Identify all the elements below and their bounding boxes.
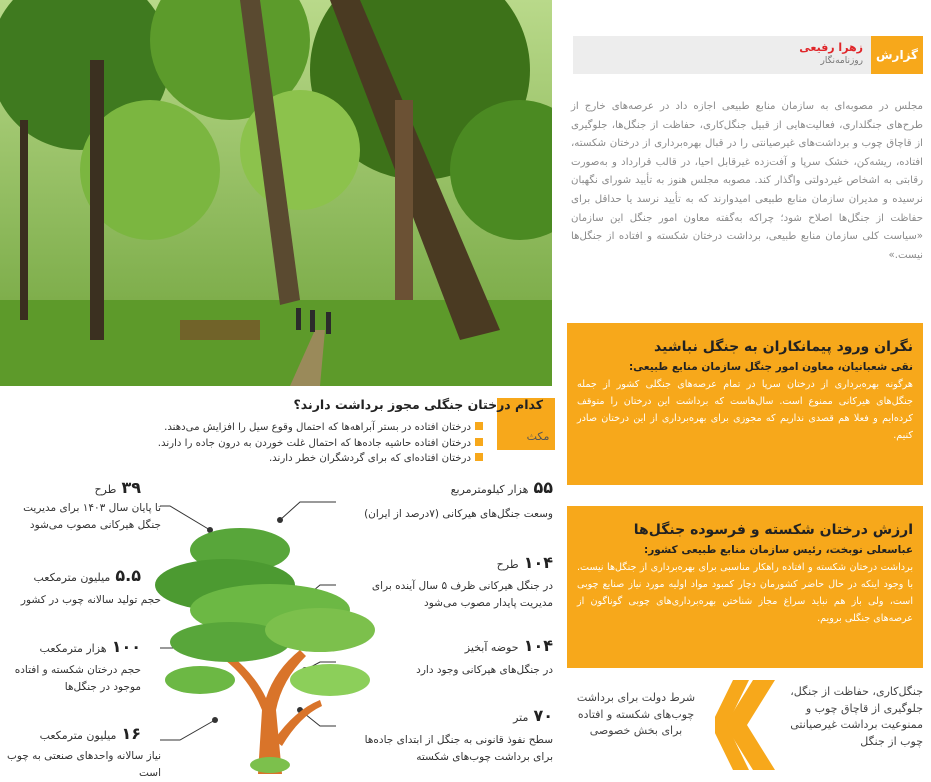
quote-box-1-title: نگران ورود پیمانکاران به جنگل نباشید	[654, 339, 913, 355]
stat-left-3-desc: حجم درختان شکسته و افتاده موجود در جنگل‌ها	[14, 664, 141, 693]
report-tag: گزارش	[871, 36, 923, 74]
quote-box-2-body: برداشت درختان شکسته و افتاده راهکار مناسبی برای بهره‌برداری از جنگل‌ها نیست. با وجود اینکه در حال حاضر کشورمان دچار کمبود مواد اولیه مورد نیاز صنایع چوبی است، ولی باز هم نباید سراغ مجاز شناختن بهره‌برداری‌های چوبی گوناگون از عرصه‌های جنگلی برویم.	[577, 562, 913, 624]
lead-paragraph: مجلس در مصوبه‌ای به سازمان منابع طبیعی اجازه داد در عرصه‌های خارج از طرح‌های جنگلداری، فعالیت‌هایی از قبیل جنگل‌کاری، حفاظت از جنگل‌ها، جلوگیری از قاچاق چوب و برداشت‌های غیرصیانتی را در قبال بهره‌برداری از درختان شکسته، افتاده، ریشه‌کن، خشک سرپا و آفت‌زده غیرقابل احیا، در قالب قرارداد و به‌صورت رقابتی به اشخاص غیردولتی واگذار کند. مصوبه مجلس هنوز به تأیید شورای نگهبان نرسیده و مدیران سازمان منابع طبیعی امیدوارند که به تأیید نرسد یا حداقل برای حفاظت از جنگل‌ها اصلاح شود؛ چراکه به‌گفته معاون امور جنگل این سازمان «سیاست کلی سازمان منابع طبیعی، برداشت درختان شکسته و افتاده از جنگل‌ها نیست.»	[571, 101, 923, 261]
question-title: کدام درختان جنگلی مجوز برداشت دارند؟	[293, 397, 543, 412]
stat-left-4: ۱۶ میلیون مترمکعب	[39, 724, 141, 743]
author-name: زهرا رفیعی	[799, 41, 863, 54]
list-item: درختان افتاده‌ای که برای گردشگران خطر دارند.	[143, 451, 483, 467]
byline	[573, 36, 871, 74]
author-role: روزنامه‌نگار	[820, 56, 863, 66]
quote-box-2-speaker: عباسعلی نوبخت، رئیس سازمان منابع طبیعی کشور:	[644, 544, 913, 556]
list-item: درختان افتاده حاشیه جاده‌ها که احتمال غلت خوردن به درون جاده را دارند.	[143, 436, 483, 452]
pause-tag: مکث	[526, 430, 550, 443]
stat-right-4-desc: سطح نفوذ قانونی به جنگل از ابتدای جاده‌ها برای برداشت چوب‌های شکسته	[364, 734, 553, 763]
stat-right-3: ۱۰۴ حوضه آبخیز	[464, 636, 553, 655]
chevron-left-icon	[715, 680, 779, 770]
strip-text-right: جنگل‌کاری، حفاظت از جنگل، جلوگیری از قاچاق چوب و ممنوعیت برداشت غیرصیانتی چوب از جنگل	[790, 685, 923, 748]
quote-box-1-body: هرگونه بهره‌برداری از درختان سرپا در تمام عرصه‌های جنگلی کشور از جمله جنگل‌های هیرکانی ممنوع است. سال‌هاست که برداشت این درختان را متوقف کرده‌ایم و فعلا هم قصدی نداریم که مجوزی برای بهره‌برداری از این درختان صادر کنیم.	[577, 379, 913, 441]
forest-photo	[0, 0, 552, 386]
strip-text-left: شرط دولت برای برداشت چوب‌های شکسته و افتاده برای بخش خصوصی	[576, 691, 696, 737]
stat-right-3-desc: در جنگل‌های هیرکانی وجود دارد	[416, 664, 553, 676]
list-item: درختان افتاده در بستر آبراهه‌ها که احتمال وقوع سیل را افزایش می‌دهند.	[143, 420, 483, 436]
stat-left-2: ۵.۵ میلیون مترمکعب	[33, 566, 141, 585]
stat-right-2-desc: در جنگل هیرکانی ظرف ۵ سال آینده برای مدیریت پایدار مصوب می‌شود	[371, 580, 553, 609]
stat-left-1-desc: تا پایان سال ۱۴۰۳ برای مدیریت جنگل هیرکانی مصوب می‌شود	[23, 502, 161, 531]
stat-left-2-desc: حجم تولید سالانه چوب در کشور	[20, 594, 161, 606]
stat-left-4-desc: نیاز سالانه واحدهای صنعتی به چوب است	[7, 750, 161, 779]
quote-box-2	[567, 506, 923, 668]
stat-right-2: ۱۰۴ طرح	[496, 553, 553, 572]
quote-box-2-title: ارزش درختان شکسته و فرسوده جنگل‌ها	[633, 522, 913, 538]
quote-box-1	[567, 323, 923, 485]
stat-left-3: ۱۰۰ هزار مترمکعب	[39, 637, 141, 656]
stat-right-1: ۵۵ هزار کیلومترمربع	[450, 478, 553, 497]
stat-right-4: ۷۰ متر	[513, 706, 553, 725]
quote-box-1-speaker: نقی شعبانیان، معاون امور جنگل سازمان منابع طبیعی:	[628, 361, 913, 373]
stat-right-1-desc: وسعت جنگل‌های هیرکانی (۷درصد از ایران)	[364, 508, 553, 520]
stat-left-1: ۳۹ طرح	[94, 478, 141, 497]
